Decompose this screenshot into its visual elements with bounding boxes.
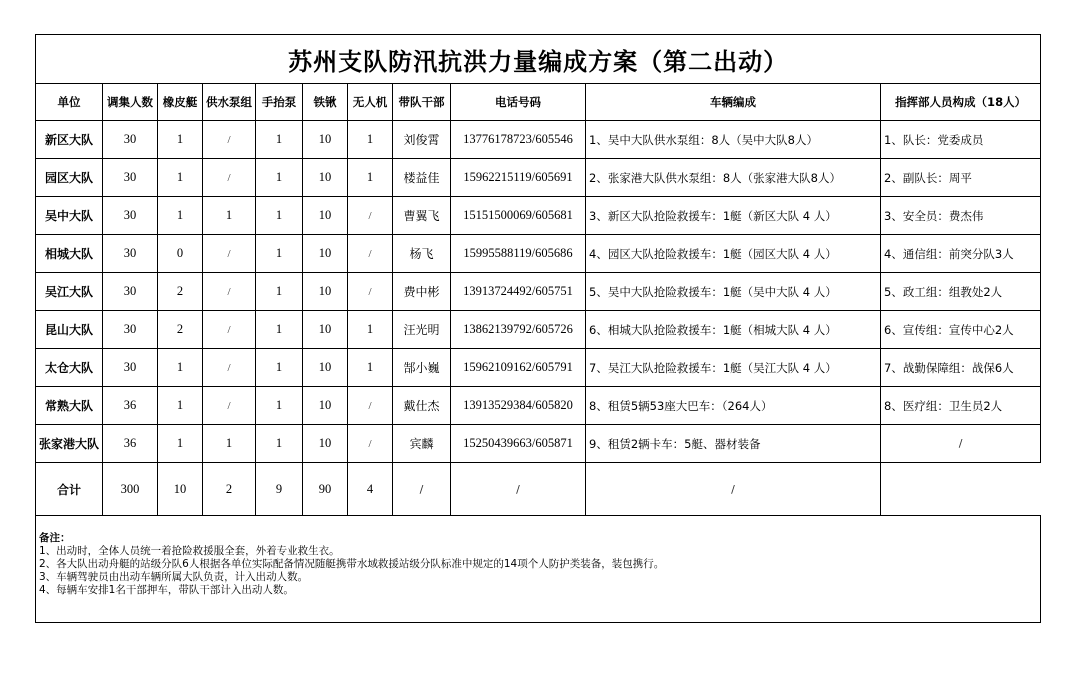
row-drone: 1 <box>348 159 393 197</box>
row-leader: 刘俊霄 <box>393 121 451 159</box>
row-command: 6、宣传组：宣传中心2人 <box>881 311 1041 349</box>
row-unit: 相城大队 <box>36 235 103 273</box>
row-shovels: 10 <box>303 425 348 463</box>
row-shovels: 10 <box>303 349 348 387</box>
row-vehicle: 2、张家港大队供水泵组：8人（张家港大队8人） <box>586 159 881 197</box>
row-command: 4、通信组：前突分队3人 <box>881 235 1041 273</box>
notes-title: 备注： <box>39 532 71 544</box>
row-people: 30 <box>103 235 158 273</box>
row-hand-pump: 1 <box>256 387 303 425</box>
row-unit: 昆山大队 <box>36 311 103 349</box>
row-unit: 园区大队 <box>36 159 103 197</box>
total-shovels: 90 <box>303 463 348 516</box>
row-phone: 15962215119/605691 <box>451 159 586 197</box>
row-drone: / <box>348 273 393 311</box>
total-command: / <box>881 425 1041 463</box>
row-people: 30 <box>103 349 158 387</box>
row-hand-pump: 1 <box>256 311 303 349</box>
row-pump-group: / <box>203 349 256 387</box>
row-command: 1、队长：党委成员 <box>881 121 1041 159</box>
table-row <box>36 121 1041 159</box>
row-pump-group: 1 <box>203 197 256 235</box>
row-phone: 13776178723/605546 <box>451 121 586 159</box>
row-boats: 0 <box>158 235 203 273</box>
total-pump-group: 2 <box>203 463 256 516</box>
row-unit: 新区大队 <box>36 121 103 159</box>
row-pump-group: / <box>203 235 256 273</box>
row-hand-pump: 1 <box>256 425 303 463</box>
row-pump-group: / <box>203 121 256 159</box>
row-drone: / <box>348 425 393 463</box>
row-boats: 2 <box>158 311 203 349</box>
row-boats: 1 <box>158 349 203 387</box>
row-pump-group: / <box>203 387 256 425</box>
force-table <box>35 34 1041 623</box>
row-people: 30 <box>103 121 158 159</box>
row-unit: 常熟大队 <box>36 387 103 425</box>
sheet <box>35 34 1040 623</box>
header-vehicle: 车辆编成 <box>586 84 881 121</box>
row-leader: 戴仕杰 <box>393 387 451 425</box>
row-people: 30 <box>103 159 158 197</box>
row-command: 2、副队长：周平 <box>881 159 1041 197</box>
row-people: 36 <box>103 387 158 425</box>
table-row <box>36 311 1041 349</box>
row-leader: 曹翼飞 <box>393 197 451 235</box>
row-people: 30 <box>103 273 158 311</box>
row-phone: 15995588119/605686 <box>451 235 586 273</box>
table-row <box>36 425 1041 463</box>
row-unit: 张家港大队 <box>36 425 103 463</box>
total-phone: / <box>451 463 586 516</box>
row-phone: 15151500069/605681 <box>451 197 586 235</box>
header-drone: 无人机 <box>348 84 393 121</box>
header-command: 指挥部人员构成（18人） <box>881 84 1041 121</box>
row-unit: 太仓大队 <box>36 349 103 387</box>
total-boats: 10 <box>158 463 203 516</box>
row-drone: 1 <box>348 121 393 159</box>
row-vehicle: 5、吴中大队抢险救援车：1艇（吴中大队 4 人） <box>586 273 881 311</box>
row-shovels: 10 <box>303 197 348 235</box>
row-drone: / <box>348 197 393 235</box>
row-hand-pump: 1 <box>256 235 303 273</box>
row-pump-group: / <box>203 159 256 197</box>
header-pump-group: 供水泵组 <box>203 84 256 121</box>
table-row <box>36 235 1041 273</box>
row-leader: 宾麟 <box>393 425 451 463</box>
total-people: 300 <box>103 463 158 516</box>
row-boats: 1 <box>158 387 203 425</box>
row-drone: / <box>348 235 393 273</box>
header-shovels: 铁锹 <box>303 84 348 121</box>
row-boats: 1 <box>158 159 203 197</box>
header-hand-pump: 手抬泵 <box>256 84 303 121</box>
row-boats: 1 <box>158 197 203 235</box>
note-line-4: 4、每辆车安排1名干部押车，带队干部计入出动人数。 <box>39 584 294 596</box>
row-people: 36 <box>103 425 158 463</box>
row-phone: 13913529384/605820 <box>451 387 586 425</box>
row-shovels: 10 <box>303 387 348 425</box>
note-line-2: 2、各大队出动舟艇的站级分队6人根据各单位实际配备情况随艇携带水域救援站级分队标准中规定的14项个人防护类装备，装包携行。 <box>39 558 665 570</box>
header-phone: 电话号码 <box>451 84 586 121</box>
row-hand-pump: 1 <box>256 349 303 387</box>
row-vehicle: 1、吴中大队供水泵组：8人（吴中大队8人） <box>586 121 881 159</box>
row-vehicle: 4、园区大队抢险救援车：1艇（园区大队 4 人） <box>586 235 881 273</box>
note-line-1: 1、出动时，全体人员统一着抢险救援服全套，外着专业救生衣。 <box>39 545 340 557</box>
row-boats: 1 <box>158 121 203 159</box>
row-hand-pump: 1 <box>256 197 303 235</box>
row-hand-pump: 1 <box>256 273 303 311</box>
row-boats: 1 <box>158 425 203 463</box>
row-shovels: 10 <box>303 159 348 197</box>
row-unit: 吴江大队 <box>36 273 103 311</box>
row-phone: 13862139792/605726 <box>451 311 586 349</box>
table-row <box>36 349 1041 387</box>
table-row <box>36 387 1041 425</box>
row-command: 3、安全员：费杰伟 <box>881 197 1041 235</box>
row-vehicle: 3、新区大队抢险救援车：1艇（新区大队 4 人） <box>586 197 881 235</box>
row-vehicle: 8、租赁5辆53座大巴车：（264人） <box>586 387 881 425</box>
row-command: 8、医疗组：卫生员2人 <box>881 387 1041 425</box>
row-pump-group: / <box>203 311 256 349</box>
row-leader: 汪光明 <box>393 311 451 349</box>
table-row <box>36 197 1041 235</box>
header-row <box>36 84 1041 121</box>
row-command: 7、战勤保障组：战保6人 <box>881 349 1041 387</box>
total-hand-pump: 9 <box>256 463 303 516</box>
table-row <box>36 273 1041 311</box>
total-leader: / <box>393 463 451 516</box>
row-drone: 1 <box>348 311 393 349</box>
row-command: 5、政工组：组教处2人 <box>881 273 1041 311</box>
header-people: 调集人数 <box>103 84 158 121</box>
total-label: 合计 <box>36 463 103 516</box>
header-boats: 橡皮艇 <box>158 84 203 121</box>
row-pump-group: / <box>203 273 256 311</box>
row-unit: 吴中大队 <box>36 197 103 235</box>
row-drone: / <box>348 387 393 425</box>
row-vehicle: 9、租赁2辆卡车：5艇、器材装备 <box>586 425 881 463</box>
header-unit: 单位 <box>36 84 103 121</box>
header-leader: 带队干部 <box>393 84 451 121</box>
row-shovels: 10 <box>303 311 348 349</box>
row-vehicle: 6、相城大队抢险救援车：1艇（相城大队 4 人） <box>586 311 881 349</box>
total-row <box>36 463 1041 516</box>
row-boats: 2 <box>158 273 203 311</box>
row-vehicle: 7、吴江大队抢险救援车：1艇（吴江大队 4 人） <box>586 349 881 387</box>
total-drone: 4 <box>348 463 393 516</box>
row-leader: 杨飞 <box>393 235 451 273</box>
row-phone: 15250439663/605871 <box>451 425 586 463</box>
row-hand-pump: 1 <box>256 159 303 197</box>
row-leader: 郜小巍 <box>393 349 451 387</box>
notes <box>36 516 1041 623</box>
row-pump-group: 1 <box>203 425 256 463</box>
row-shovels: 10 <box>303 235 348 273</box>
row-shovels: 10 <box>303 121 348 159</box>
note-line-3: 3、车辆驾驶员由出动车辆所属大队负责，计入出动人数。 <box>39 571 309 583</box>
row-shovels: 10 <box>303 273 348 311</box>
row-leader: 费中彬 <box>393 273 451 311</box>
total-vehicle: / <box>586 463 881 516</box>
row-people: 30 <box>103 197 158 235</box>
row-leader: 楼益佳 <box>393 159 451 197</box>
page-title: 苏州支队防汛抗洪力量编成方案（第二出动） <box>36 35 1041 84</box>
row-phone: 13913724492/605751 <box>451 273 586 311</box>
row-hand-pump: 1 <box>256 121 303 159</box>
row-drone: 1 <box>348 349 393 387</box>
table-row <box>36 159 1041 197</box>
row-people: 30 <box>103 311 158 349</box>
row-phone: 15962109162/605791 <box>451 349 586 387</box>
